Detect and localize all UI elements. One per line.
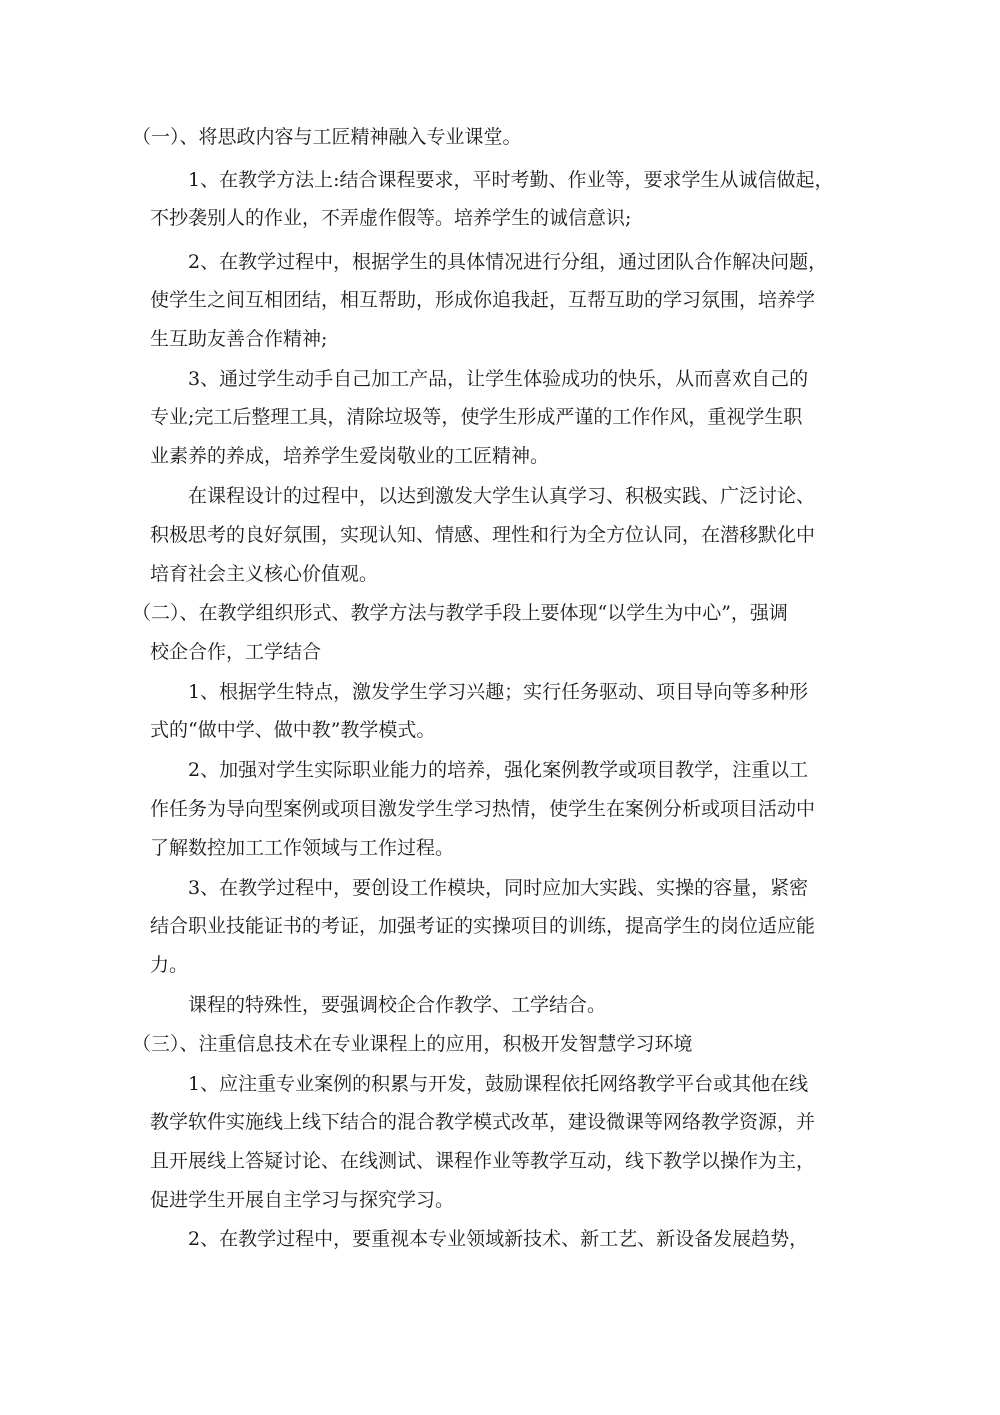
text-line: 专业;完工后整理工具，清除垃圾等，使学生形成严谨的工作作风，重视学生职 [150,406,803,428]
text-line: 2、在教学过程中，根据学生的具体情况进行分组，通过团队合作解决问题， [188,251,828,273]
text-line: 2、在教学过程中，要重视本专业领域新技术、新工艺、新设备发展趋势， [188,1228,809,1250]
text-line: 不抄袭别人的作业，不弄虚作假等。培养学生的诚信意识; [150,207,632,229]
text-line: 促进学生开展自主学习与探究学习。 [150,1189,455,1211]
text-line: 积极思考的良好氛围，实现认知、情感、理性和行为全方位认同，在潜移默化中 [150,524,816,546]
heading-section-2: （二）、在教学组织形式、教学方法与教学手段上要体现“以学生为中心”，强调 [132,602,788,624]
text-line: 使学生之间互相团结，相互帮助，形成你追我赶，互帮互助的学习氛围，培养学 [150,289,816,311]
text-line: 式的“做中学、做中教”教学模式。 [150,719,436,741]
text-line: 结合职业技能证书的考证，加强考证的实操项目的训练，提高学生的岗位适应能 [150,915,816,937]
text-line: 生互助友善合作精神; [150,328,328,350]
heading-section-3: （三）、注重信息技术在专业课程上的应用，积极开发智慧学习环境 [132,1033,693,1055]
text-line: 3、通过学生动手自己加工产品，让学生体验成功的快乐，从而喜欢自己的 [188,368,809,390]
text-line: 培育社会主义核心价值观。 [150,563,379,585]
text-line: 在课程设计的过程中，以达到激发大学生认真学习、积极实践、广泛讨论、 [188,485,816,507]
text-line: 3、在教学过程中，要创设工作模块，同时应加大实践、实操的容量，紧密 [188,877,809,899]
text-line: 了解数控加工工作领域与工作过程。 [150,837,455,859]
text-line: 1、应注重专业案例的积累与开发，鼓励课程依托网络教学平台或其他在线 [188,1073,809,1095]
text-line: 作任务为导向型案例或项目激发学生学习热情，使学生在案例分析或项目活动中 [150,798,816,820]
text-line: 课程的特殊性，要强调校企合作教学、工学结合。 [188,994,607,1016]
text-line: 业素养的养成，培养学生爱岗敬业的工匠精神。 [150,445,550,467]
text-line: 2、加强对学生实际职业能力的培养，强化案例教学或项目教学，注重以工 [188,759,809,781]
text-line: 1、根据学生特点，激发学生学习兴趣；实行任务驱动、项目导向等多种形 [188,681,809,703]
text-line: 且开展线上答疑讨论、在线测试、课程作业等教学互动，线下教学以操作为主， [150,1150,816,1172]
text-line: 1、在教学方法上:结合课程要求，平时考勤、作业等，要求学生从诚信做起， [188,169,834,191]
text-line: 力。 [150,954,189,976]
heading-section-2-cont: 校企合作，工学结合 [150,641,322,663]
heading-section-1: （一）、将思政内容与工匠精神融入专业课堂。 [132,126,522,148]
text-line: 教学软件实施线上线下结合的混合教学模式改革，建设微课等网络教学资源，并 [150,1111,816,1133]
